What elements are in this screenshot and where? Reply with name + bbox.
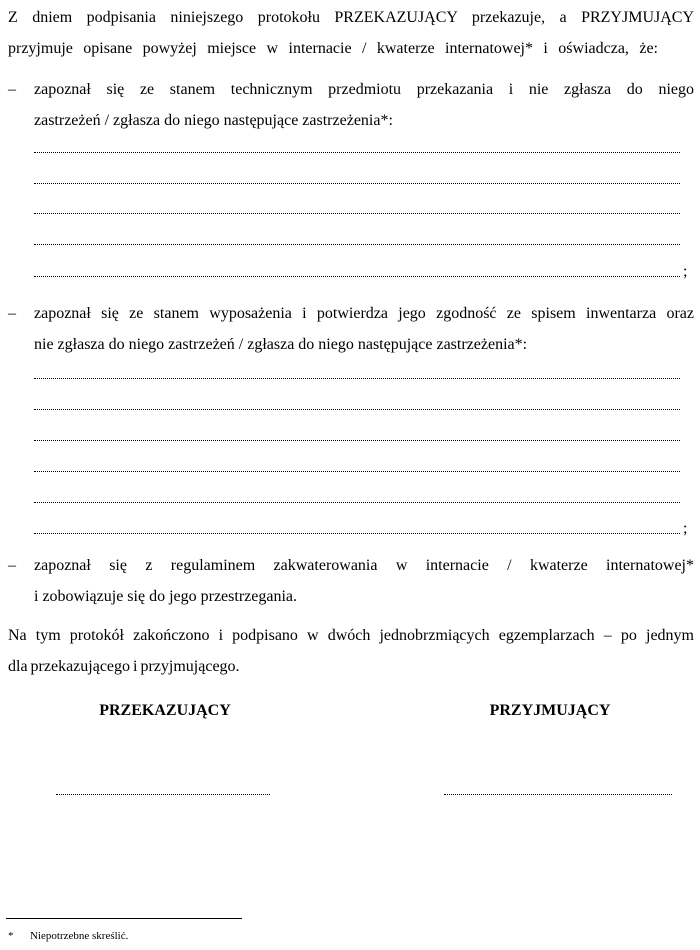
signature-title-handing-over: PRZEKAZUJĄCY: [99, 702, 231, 719]
fill-line[interactable]: [34, 276, 680, 277]
closing-line-1: Na tym protokół zakończono i podpisano w dwóch jednobrzmiących egzemplarzach – po jednym: [8, 627, 694, 644]
intro-line-1: Z dniem podpisania niniejszego protokołu PRZEKAZUJĄCY przekazuje, a PRZYJMUJĄCY: [8, 9, 694, 26]
fill-line[interactable]: [34, 440, 680, 441]
intro-line-2: przyjmuje opisane powyżej miejsce w internacie / kwaterze internatowej* i oświadcza, że:: [8, 40, 658, 57]
item-1-line-2: zastrzeżeń / zgłasza do niego następujące zastrzeżenia*:: [34, 112, 393, 129]
fill-line[interactable]: [34, 152, 680, 153]
statement-item-regulations: [8, 550, 694, 612]
fill-line[interactable]: [34, 378, 680, 379]
fill-line[interactable]: [34, 502, 680, 503]
fill-line[interactable]: [34, 183, 680, 184]
fill-line[interactable]: [34, 409, 680, 410]
signature-title-receiving: PRZYJMUJĄCY: [489, 702, 611, 719]
item-1-line-1: zapoznał się ze stanem technicznym przedmiotu przekazania i nie zgłasza do niego: [34, 81, 694, 98]
item-3-line-2: i zobowiązuje się do jego przestrzegania.: [34, 588, 297, 605]
footnote-separator: [6, 918, 242, 919]
footnote-text: Niepotrzebne skreślić.: [30, 930, 129, 942]
footnote: [8, 930, 128, 942]
fill-line[interactable]: [34, 533, 680, 534]
closing-paragraph: [8, 620, 694, 682]
fill-line[interactable]: [34, 471, 680, 472]
closing-line-2: dla przekazującego i przyjmującego.: [8, 658, 240, 675]
fill-line[interactable]: [34, 213, 680, 214]
fill-line[interactable]: [34, 244, 680, 245]
statement-item-technical: [8, 74, 694, 136]
dash-bullet: –: [8, 81, 16, 98]
footnote-mark: *: [8, 930, 14, 942]
intro-paragraph: [8, 2, 694, 64]
item-3-line-1: zapoznał się z regulaminem zakwaterowania w internacie / kwaterze internatowej*: [34, 557, 694, 574]
statement-item-equipment: [8, 298, 694, 360]
item-2-line-1: zapoznał się ze stanem wyposażenia i potwierdza jego zgodność ze spisem inwentarza oraz: [34, 305, 694, 322]
item-1-end-semicolon: ;: [683, 263, 688, 280]
item-2-line-2: nie zgłasza do niego zastrzeżeń / zgłasza do niego następujące zastrzeżenia*:: [34, 336, 528, 353]
dash-bullet: –: [8, 557, 16, 574]
dash-bullet: –: [8, 305, 16, 322]
signature-line-receiving[interactable]: [444, 794, 672, 795]
item-2-end-semicolon: ;: [683, 520, 688, 537]
signature-line-handing-over[interactable]: [56, 794, 270, 795]
